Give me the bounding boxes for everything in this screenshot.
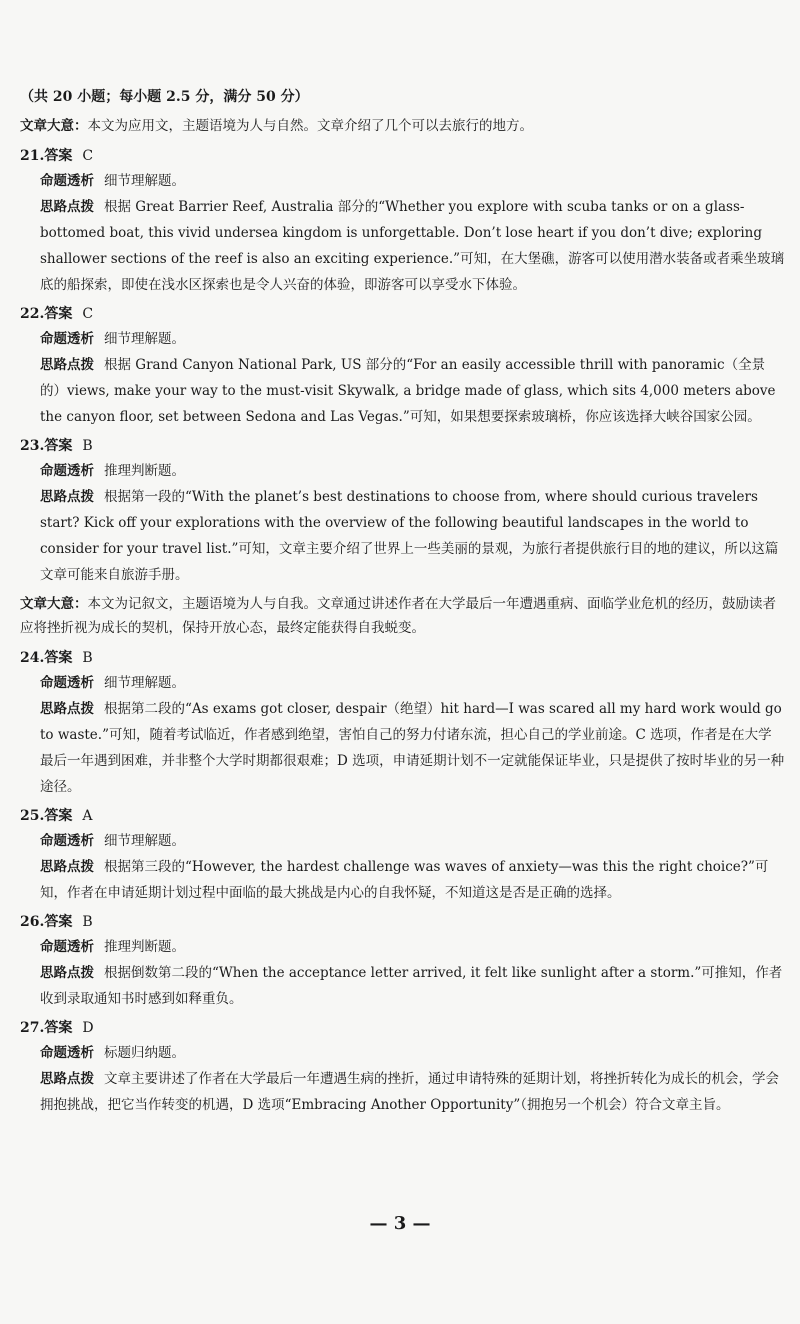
question-type: 推理判断题。 (104, 939, 185, 955)
question-type-row (20, 1040, 785, 1066)
answer-label: 答案 (44, 914, 73, 930)
question-26 (20, 910, 785, 1012)
question-25 (20, 804, 785, 906)
question-number: 21. (20, 148, 45, 164)
page-number: — 3 — (369, 1213, 431, 1234)
analysis-text: 根据 Grand Canyon National Park, US 部分的“For an easily accessible thrill with panoramic（全景的）views, make your way to the must-visit Skywalk, a bridge made of glass, which sits 4,000 meters above the canyon floor, set between Sedona and Las Vegas.”可知，如果想要探索玻璃桥，你应该选择大峡谷国家公园。 (40, 357, 776, 425)
question-number: 24. (20, 650, 45, 666)
analysis-row (20, 352, 785, 430)
summary-label: 文章大意： (20, 118, 88, 134)
answer-value: A (82, 808, 93, 824)
question-header (20, 144, 785, 168)
analysis-row (20, 194, 785, 298)
article-summary-2 (20, 592, 785, 640)
type-label: 命题透析 (40, 463, 94, 479)
analysis-label: 思路点拨 (40, 199, 94, 215)
answer-value: B (82, 914, 93, 930)
type-label: 命题透析 (40, 173, 94, 189)
question-type-row (20, 670, 785, 696)
answer-label: 答案 (44, 650, 73, 666)
question-type: 标题归纳题。 (104, 1045, 185, 1061)
analysis-row (20, 854, 785, 906)
analysis-text: 根据倒数第二段的“When the acceptance letter arrived, it felt like sunlight after a storm.”可推知，作者收到录取通知书时感到如释重负。 (40, 965, 783, 1007)
summary-text: 本文为应用文，主题语境为人与自然。文章介绍了几个可以去旅行的地方。 (87, 118, 533, 134)
answer-label: 答案 (44, 1020, 73, 1036)
answer-label: 答案 (44, 808, 73, 824)
question-header (20, 804, 785, 828)
answer-value: D (82, 1020, 94, 1036)
question-header (20, 434, 785, 458)
analysis-label: 思路点拨 (40, 701, 94, 717)
question-23 (20, 434, 785, 588)
question-header (20, 1016, 785, 1040)
question-number: 25. (20, 808, 45, 824)
question-type-row (20, 168, 785, 194)
analysis-text: 文章主要讲述了作者在大学最后一年遭遇生病的挫折，通过申请特殊的延期计划，将挫折转化为成长的机会，学会拥抱挑战，把它当作转变的机遇，D 选项“Embracing Another Opportunity”（拥抱另一个机会）符合文章主旨。 (40, 1071, 779, 1113)
analysis-row (20, 1066, 785, 1118)
question-header (20, 910, 785, 934)
summary-label: 文章大意： (20, 596, 88, 612)
analysis-text: 根据第二段的“As exams got closer, despair（绝望）hit hard—I was scared all my hard work would go to waste.”可知，随着考试临近，作者感到绝望，害怕自己的努力付诸东流，担心自己的学业前途。C 选项，作者是在大学最后一年遇到困难，并非整个大学时期都很艰难；D 选项，申请延期计划不一定就能保证毕业，只是提供了按时毕业的另一种途径。 (40, 701, 785, 795)
summary-text: 本文为记叙文，主题语境为人与自我。文章通过讲述作者在大学最后一年遭遇重病、面临学业危机的经历，鼓励读者应将挫折视为成长的契机，保持开放心态，最终定能获得自我蜕变。 (20, 596, 776, 636)
type-label: 命题透析 (40, 331, 94, 347)
question-type: 细节理解题。 (104, 331, 185, 347)
analysis-row (20, 696, 785, 800)
answer-label: 答案 (44, 148, 73, 164)
type-label: 命题透析 (40, 1045, 94, 1061)
question-22 (20, 302, 785, 430)
answer-label: 答案 (44, 306, 73, 322)
question-header (20, 302, 785, 326)
analysis-label: 思路点拨 (40, 965, 94, 981)
question-type: 推理判断题。 (104, 463, 185, 479)
question-number: 26. (20, 914, 45, 930)
answer-value: C (82, 306, 94, 322)
question-number: 27. (20, 1020, 45, 1036)
question-type: 细节理解题。 (104, 173, 185, 189)
answer-page (20, 86, 785, 1122)
analysis-text: 根据第一段的“With the planet’s best destinations to choose from, where should curious travelers start? Kick off your explorations with the overview of the following beautiful landscapes in the world to consider for your travel list.”可知，文章主要介绍了世界上一些美丽的景观，为旅行者提供旅行目的地的建议，所以这篇文章可能来自旅游手册。 (40, 489, 779, 583)
analysis-label: 思路点拨 (40, 1071, 94, 1087)
type-label: 命题透析 (40, 833, 94, 849)
question-type: 细节理解题。 (104, 833, 185, 849)
question-27 (20, 1016, 785, 1118)
analysis-label: 思路点拨 (40, 489, 94, 505)
analysis-text: 根据第三段的“However, the hardest challenge was waves of anxiety—was this the right choice?”可知，作者在申请延期计划过程中面临的最大挑战是内心的自我怀疑，不知道这是否是正确的选择。 (40, 859, 769, 901)
question-type-row (20, 828, 785, 854)
analysis-label: 思路点拨 (40, 859, 94, 875)
question-24 (20, 646, 785, 800)
answer-value: C (82, 148, 94, 164)
question-type-row (20, 934, 785, 960)
article-summary-1 (20, 114, 785, 138)
question-type: 细节理解题。 (104, 675, 185, 691)
answer-value: B (82, 438, 93, 454)
answer-label: 答案 (44, 438, 73, 454)
analysis-row (20, 960, 785, 1012)
question-type-row (20, 458, 785, 484)
question-number: 22. (20, 306, 45, 322)
question-type-row (20, 326, 785, 352)
analysis-row (20, 484, 785, 588)
question-number: 23. (20, 438, 45, 454)
type-label: 命题透析 (40, 675, 94, 691)
type-label: 命题透析 (40, 939, 94, 955)
question-header (20, 646, 785, 670)
answer-value: B (82, 650, 93, 666)
analysis-label: 思路点拨 (40, 357, 94, 373)
analysis-text: 根据 Great Barrier Reef, Australia 部分的“Whether you explore with scuba tanks or on a glass-bottomed boat, this vivid undersea kingdom is unforgettable. Don’t lose heart if you don’t dive; exploring shallower sections of the reef is also an exciting experience.”可知，在大堡礁，游客可以使用潜水装备或者乘坐玻璃底的船探索，即使在浅水区探索也是令人兴奋的体验，即游客可以享受水下体验。 (40, 199, 785, 293)
section-header: （共 20 小题；每小题 2.5 分，满分 50 分） (20, 89, 309, 105)
question-21 (20, 144, 785, 298)
